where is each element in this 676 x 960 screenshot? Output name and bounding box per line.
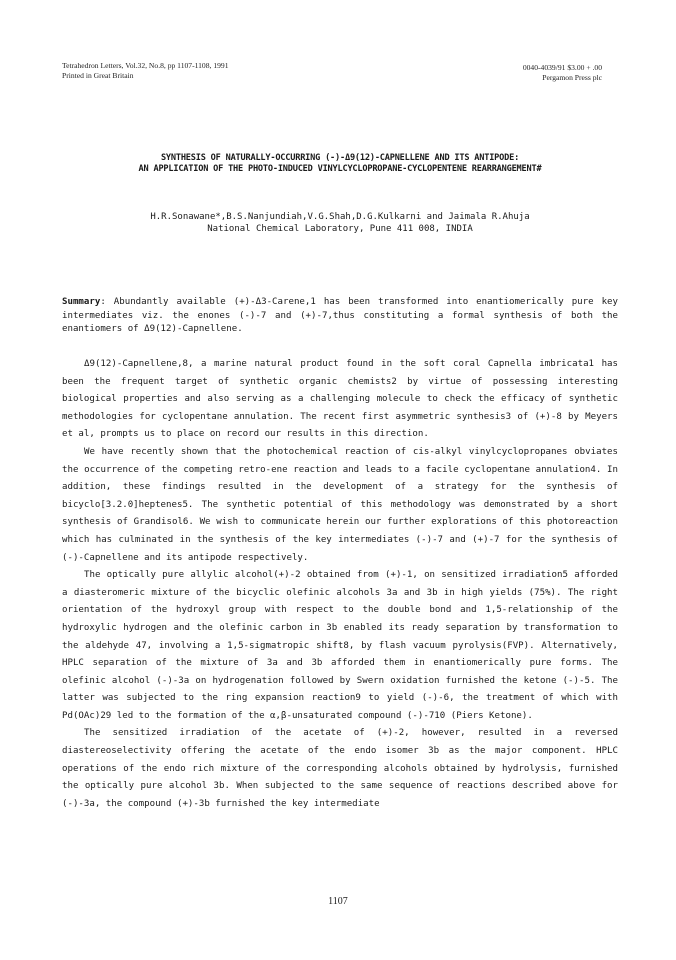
printed-in: Printed in Great Britain bbox=[62, 70, 134, 80]
paper-title bbox=[40, 153, 640, 175]
journal-citation: Tetrahedron Letters, Vol.32, No.8, pp 1107-1108, 1991 bbox=[62, 61, 229, 70]
body-text bbox=[62, 356, 618, 813]
summary bbox=[62, 296, 618, 337]
publisher-header bbox=[523, 63, 602, 82]
issn-price: 0040-4039/91 $3.00 + .00 bbox=[522, 63, 602, 72]
paragraph-3: The optically pure allylic alcohol(+)-2 obtained from (+)-1, on sensitized irradiation5 afforded a diasteromeric mixture of the bicyclic olefinic alcohols 3a and 3b in high yields (75%). The right orientation of the hydroxyl group with respect to the double bond and 1,5-relationship of the hydroxylic hydrogen and the olefinic carbon in 3b enabled its ready separation by transformation to the aldehyde 47, involving a 1,5-sigmatropic shift8, by flash vacuum pyrolysis(FVP). Alternatively, HPLC separation of the mixture of 3a and 3b afforded them in enantiomerically pure forms. The olefinic alcohol (-)-3a on hydrogenation followed by Swern oxidation furnished the ketone (-)-5. The latter was subjected to the ring expansion reaction9 to yield (-)-6, the treatment of which with Pd(OAc)29 led to the formation of the α,β-unsaturated compound (-)-710 (Piers Ketone). bbox=[62, 570, 618, 721]
title-line-2: AN APPLICATION OF THE PHOTO-INDUCED VINYLCYCLOPROPANE-CYCLOPENTENE REARRANGEMENT# bbox=[138, 164, 542, 174]
title-line-1: SYNTHESIS OF NATURALLY-OCCURRING (-)-Δ9(12)-CAPNELLENE AND ITS ANTIPODE: bbox=[160, 153, 520, 163]
paragraph-4: The sensitized irradiation of the acetate of (+)-2, however, resulted in a reversed diastereoselectivity offering the acetate of the endo isomer 3b as the major component. HPLC operations of the endo rich mixture of the corresponding alcohols obtained by hydrolysis, furnished the optically pure alcohol 3b. When subjected to the same sequence of reactions described above for (-)-3a, the compound (+)-3b furnished the key intermediate bbox=[62, 728, 618, 809]
affiliation: National Chemical Laboratory, Pune 411 008, INDIA bbox=[207, 224, 473, 234]
publisher: Pergamon Press plc bbox=[542, 72, 602, 82]
paragraph-1: Δ9(12)-Capnellene,8, a marine natural product found in the soft coral Capnella imbricata1 has been the frequent target of synthetic organic chemists2 by virtue of possessing interesting biological properties and also serving as a challenging molecule to check the efficacy of synthetic methodologies for cyclopentane annulation. The recent first asymmetric synthesis3 of (+)-8 by Meyers et al, prompts us to place on record our results in this direction. bbox=[62, 359, 618, 440]
summary-text: : Abundantly available (+)-Δ3-Carene,1 has been transformed into enantiomerically pure key intermediates viz. the enones (-)-7 and (+)-7,thus constituting a formal synthesis of both the enantiomers of Δ9(12)-Capnellene. bbox=[62, 297, 618, 335]
paragraph-2: We have recently shown that the photochemical reaction of cis-alkyl vinylcyclopropanes obviates the occurrence of the competing retro-ene reaction and leads to a facile cyclopentane annulation4. In addition, these findings resulted in the development of a strategy for the synthesis of bicyclo[3.2.0]heptenes5. The synthetic potential of this methodology was demonstrated by a short synthesis of Grandisol6. We wish to communicate herein our further explorations of this photoreaction which has culminated in the synthesis of the key intermediates (-)-7 and (+)-7 for the synthesis of (-)-Capnellene and its antipode respectively. bbox=[62, 446, 618, 563]
summary-label: Summary bbox=[62, 297, 101, 307]
author-block bbox=[40, 211, 640, 235]
author-names: H.R.Sonawane*,B.S.Nanjundiah,V.G.Shah,D.G.Kulkarni and Jaimala R.Ahuja bbox=[150, 212, 530, 222]
page-number: 1107 bbox=[328, 896, 348, 907]
journal-header bbox=[62, 61, 229, 80]
